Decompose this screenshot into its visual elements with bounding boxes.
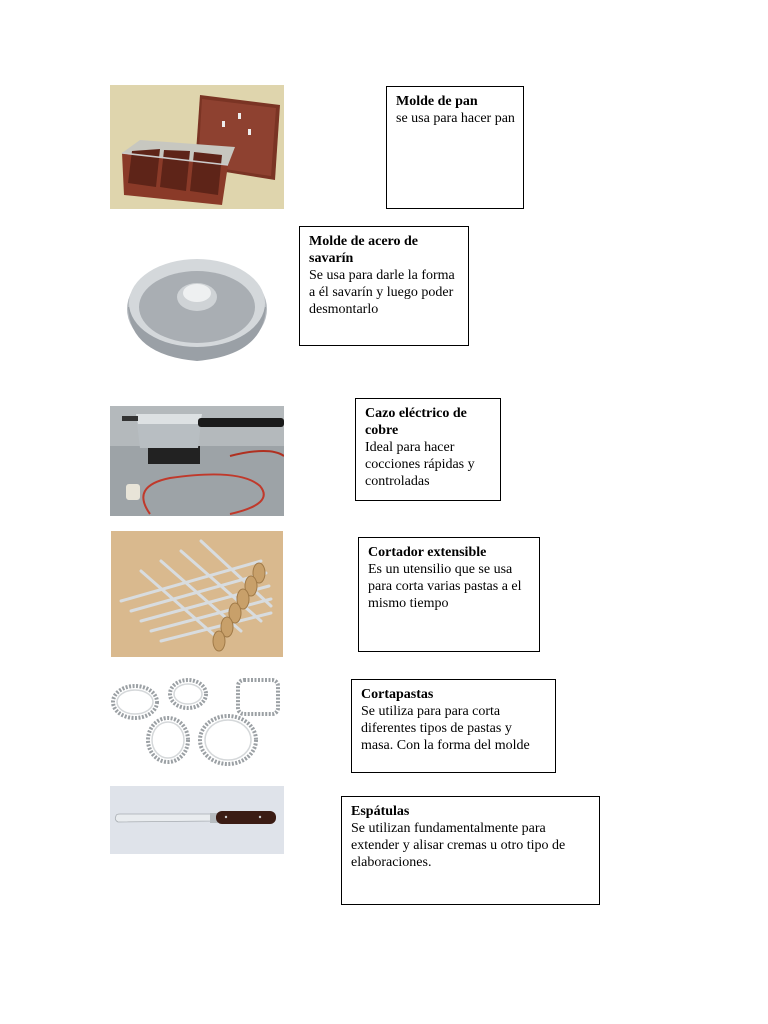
item-card [386,86,524,209]
item-card [341,796,600,905]
item-description: Se utiliza para para corta diferentes tipos de pastas y masa. Con la forma del molde [361,704,530,753]
item-description: Se usa para darle la forma a él savarín y luego poder desmontarlo [309,268,455,317]
savarin-mold-photo [110,227,284,387]
item-card [358,537,540,652]
spatula-photo [110,786,284,854]
item-title: Molde de pan [396,94,478,109]
electric-pot-photo [110,406,284,516]
item-description: Se utilizan fundamentalmente para extender y alisar cremas u otro tipo de elaboraciones. [351,821,566,870]
item-card [299,226,469,346]
item-description: se usa para hacer pan [396,111,515,126]
item-title: Espátulas [351,804,410,819]
item-description: Es un utensilio que se usa para corta varias pastas a el mismo tiempo [368,562,522,611]
pastry-cutters-photo [110,672,284,770]
item-card [351,679,556,773]
expandable-cutter-photo [111,531,283,657]
item-description: Ideal para hacer cocciones rápidas y controladas [365,440,475,489]
item-title: Cortador extensible [368,545,487,560]
item-title: Cazo eléctrico de cobre [365,406,467,438]
item-title: Cortapastas [361,687,434,702]
item-card [355,398,501,501]
item-title: Molde de acero de savarín [309,234,418,266]
bread-mold-photo [110,85,284,209]
